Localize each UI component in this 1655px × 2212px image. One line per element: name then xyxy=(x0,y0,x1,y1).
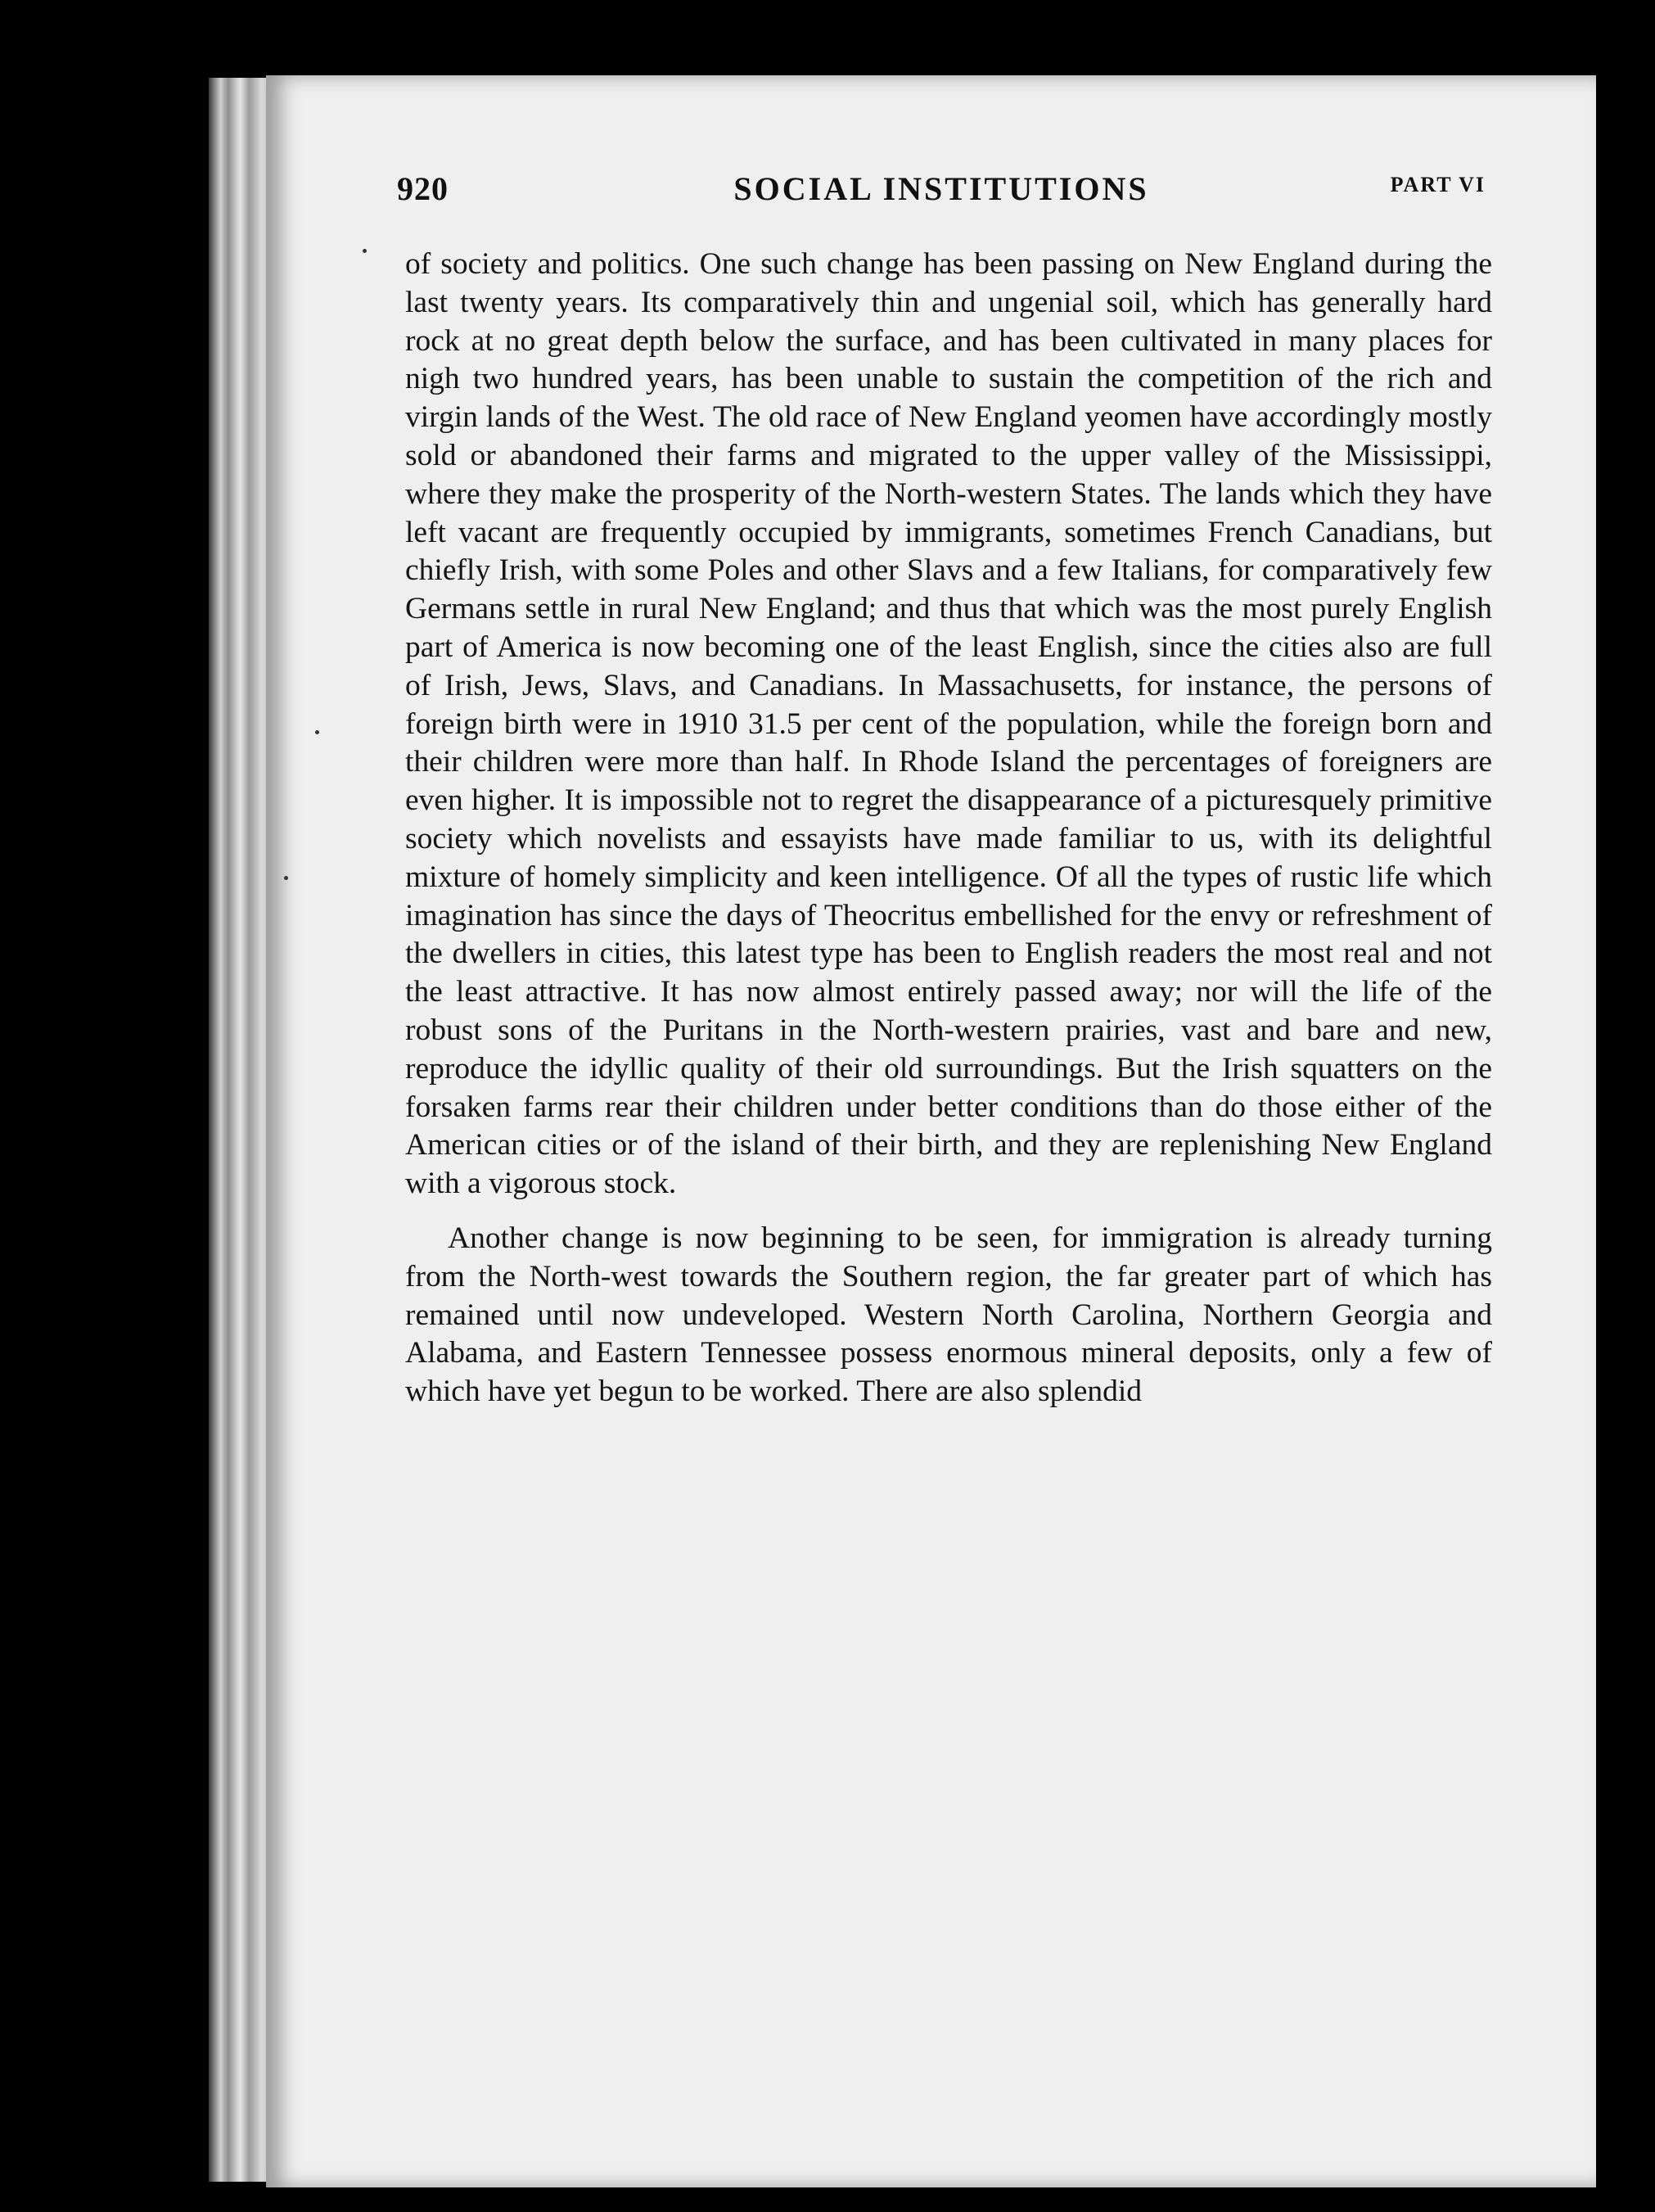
page-number: 920 xyxy=(397,170,449,207)
book-page-edges xyxy=(209,78,274,2182)
paragraph: Another change is now beginning to be seen, for immigration is already turning from the North-west towards the Southern region, the far greater part of which has remained until now undeveloped. Western North Carolina, Northern Georgia and Alabama, and Eastern Tennessee possess enormous mineral deposits, only a few of which have yet begun to be worked. There are also splendid xyxy=(405,1221,1492,1409)
running-title: SOCIAL INSTITUTIONS xyxy=(733,170,1149,207)
scan-speck xyxy=(284,876,288,880)
part-label: PART VI xyxy=(1390,173,1486,196)
scan-speck xyxy=(363,249,367,253)
book-page xyxy=(266,75,1596,2187)
body-text xyxy=(405,246,1492,1411)
scan-speck xyxy=(315,730,319,734)
page-header xyxy=(397,169,1486,219)
paragraph: of society and politics. One such change has been passing on New England during the last twenty years. Its comparatively thin and ungenial soil, which has generally hard rock at no great depth below the surface, and has been cultivated in many places for nigh two hundred years, has been unable to sustain the competition of the rich and virgin lands of the West. The old race of New England yeomen have accordingly mostly sold or abandoned their farms and migrated to the upper valley of the Mississippi, where they make the prosperity of the North-western States. The lands which they have left vacant are frequently occupied by immigrants, sometimes French Canadians, but chiefly Irish, with some Poles and other Slavs and a few Italians, for comparatively few Germans settle in rural New England; and thus that which was the most purely English part of America is now becoming one of the least English, since the cities also are full of Irish, Jews, Slavs, and Canadians. In Massachusetts, for instance, the persons of foreign birth were in 1910 31.5 per cent of the population, while the foreign born and their children were more than half. In Rhode Island the percentages of foreigners are even higher. It is impossible not to regret the disappearance of a picturesquely primitive society which novelists and essayists have made familiar to us, with its delightful mixture of homely simplicity and keen intelligence. Of all the types of rustic life which imagination has since the days of Theocritus embellished for the envy or refreshment of the dwellers in cities, this latest type has been to English readers the most real and not the least attractive. It has now almost entirely passed away; nor will the life of the robust sons of the Puritans in the North-western prairies, vast and bare and new, reproduce the idyllic quality of their old surroundings. But the Irish squatters on the forsaken farms rear their children under better conditions than do those either of the American cities or of the island of their birth, and they are replenishing New England with a vigorous stock. xyxy=(405,247,1492,1201)
